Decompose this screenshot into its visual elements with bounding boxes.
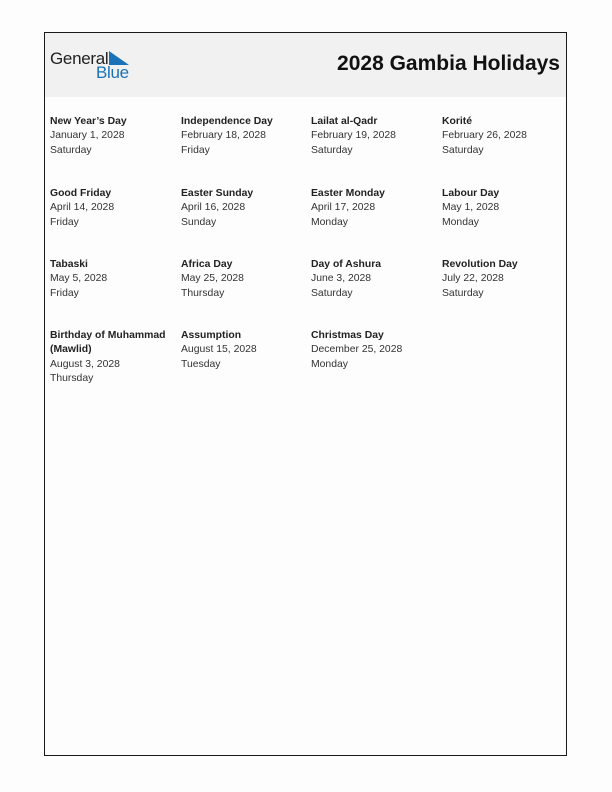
holiday-date: February 19, 2028 bbox=[311, 130, 396, 142]
holiday-weekday: Monday bbox=[311, 216, 348, 228]
holiday-name: Day of Ashura bbox=[311, 259, 382, 270]
holiday-item bbox=[50, 258, 176, 301]
holiday-name: Christmas Day bbox=[311, 330, 384, 341]
holiday-date: May 5, 2028 bbox=[50, 273, 108, 285]
holiday-weekday: Sunday bbox=[181, 216, 217, 228]
logo-blue-text: Blue bbox=[96, 63, 129, 82]
holiday-item bbox=[50, 115, 176, 158]
holiday-weekday: Saturday bbox=[50, 144, 92, 156]
page-frame bbox=[44, 32, 567, 756]
holiday-date: May 1, 2028 bbox=[442, 202, 500, 214]
holiday-weekday: Saturday bbox=[311, 287, 353, 299]
holiday-date: February 18, 2028 bbox=[181, 130, 266, 142]
holiday-item bbox=[181, 329, 307, 372]
holiday-item bbox=[181, 258, 307, 301]
holiday-item bbox=[311, 115, 437, 158]
holiday-name: Africa Day bbox=[181, 259, 233, 270]
holiday-date: December 25, 2028 bbox=[311, 344, 403, 356]
holiday-item bbox=[181, 187, 307, 230]
holiday-date: February 26, 2028 bbox=[442, 130, 527, 142]
holiday-name: Easter Monday bbox=[311, 188, 385, 199]
holiday-weekday: Monday bbox=[442, 216, 479, 228]
holiday-weekday: Saturday bbox=[311, 144, 353, 156]
holiday-name: Easter Sunday bbox=[181, 188, 254, 199]
holiday-item bbox=[311, 187, 437, 230]
holiday-name: Assumption bbox=[181, 330, 242, 341]
holiday-item bbox=[50, 329, 176, 386]
holiday-item bbox=[50, 187, 176, 230]
holiday-name: Lailat al-Qadr bbox=[311, 116, 378, 127]
holiday-item bbox=[311, 258, 437, 301]
holiday-date: June 3, 2028 bbox=[311, 273, 372, 285]
holiday-item bbox=[442, 258, 568, 301]
logo-general-text: General bbox=[50, 49, 109, 68]
holiday-weekday: Monday bbox=[311, 358, 348, 370]
holiday-name: Korité bbox=[442, 116, 473, 127]
holiday-weekday: Thursday bbox=[50, 372, 94, 384]
holiday-item bbox=[442, 115, 568, 158]
holiday-weekday: Tuesday bbox=[181, 358, 221, 370]
holiday-date: May 25, 2028 bbox=[181, 273, 244, 285]
holiday-date: January 1, 2028 bbox=[50, 130, 125, 142]
holiday-name: New Year’s Day bbox=[50, 116, 127, 127]
page-title: 2028 Gambia Holidays bbox=[337, 52, 560, 75]
holiday-weekday: Saturday bbox=[442, 144, 484, 156]
holiday-item bbox=[311, 329, 437, 372]
generalblue-logo bbox=[50, 49, 140, 83]
holiday-item bbox=[442, 187, 568, 230]
holiday-name: Revolution Day bbox=[442, 259, 518, 270]
holiday-name: Labour Day bbox=[442, 188, 500, 199]
holiday-date: August 3, 2028 bbox=[50, 358, 120, 370]
holiday-name: Good Friday bbox=[50, 188, 112, 199]
holiday-date: April 14, 2028 bbox=[50, 202, 115, 214]
holiday-weekday: Saturday bbox=[442, 287, 484, 299]
holiday-date: August 15, 2028 bbox=[181, 344, 257, 356]
holiday-date: April 16, 2028 bbox=[181, 202, 246, 214]
holiday-weekday: Friday bbox=[50, 287, 79, 299]
holiday-weekday: Friday bbox=[50, 216, 79, 228]
holiday-weekday: Thursday bbox=[181, 287, 225, 299]
holiday-name: Independence Day bbox=[181, 116, 273, 127]
holiday-date: July 22, 2028 bbox=[442, 273, 504, 285]
holiday-name: Birthday of Muhammad (Mawlid) bbox=[50, 330, 166, 356]
holiday-date: April 17, 2028 bbox=[311, 202, 376, 214]
holiday-item bbox=[181, 115, 307, 158]
header-band bbox=[45, 33, 566, 97]
holiday-name: Tabaski bbox=[50, 259, 88, 270]
holiday-weekday: Friday bbox=[181, 144, 210, 156]
